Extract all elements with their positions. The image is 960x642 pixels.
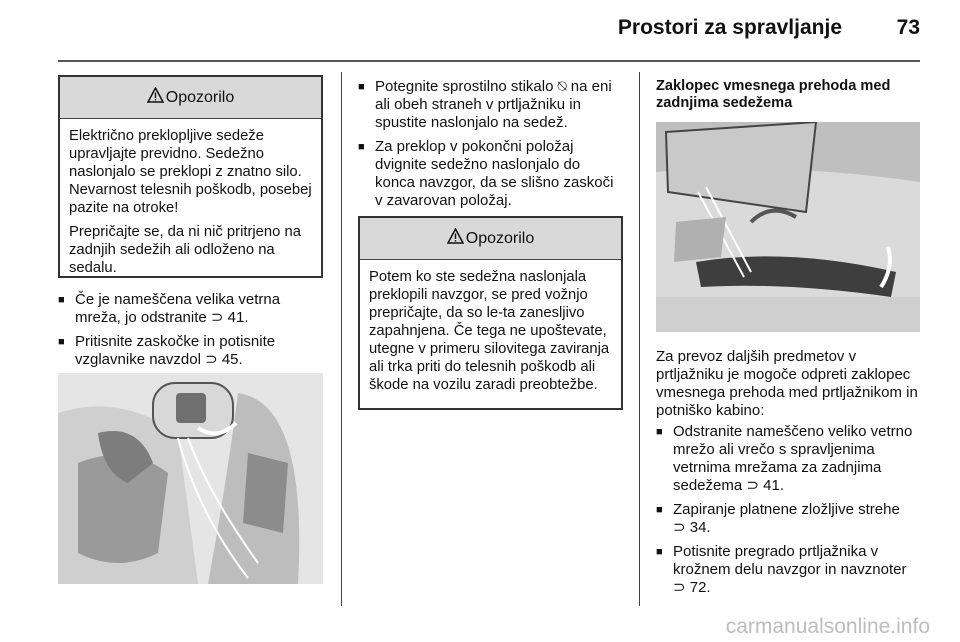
warning-title: Opozorilo — [165, 88, 235, 106]
warning-box — [358, 216, 623, 410]
warning-triangle-icon — [447, 228, 464, 249]
instruction-list — [58, 291, 328, 375]
warning-text: Električno preklopljive sedeže upravljajte previdno. Sedežno naslonjalo se preklopi z znatno silo. Nevarnost telesnih poškodb, posebej pazite na otroke! — [69, 128, 312, 216]
warning-header — [360, 218, 621, 260]
page-number: 73 — [896, 16, 920, 39]
watermark: carmanualsonline.info — [725, 615, 930, 638]
warning-triangle-icon — [147, 87, 164, 108]
page-reference[interactable]: 34. — [689, 519, 711, 536]
page-reference-arrow-icon: ⊃ — [746, 477, 759, 494]
instruction-list — [358, 78, 624, 216]
warning-text: Prepričajte se, da ni nič pritrjeno na zadnjih sedežih ali odloženo na sedalu. — [69, 224, 301, 276]
page-header-title: Prostori za spravljanje — [617, 16, 842, 39]
column-divider — [341, 72, 342, 606]
page-reference-arrow-icon: ⊃ — [673, 519, 686, 536]
list-item: ■ Pritisnite zaskočke in potisnite vzglavnike navzdol ⊃ 45. — [58, 333, 328, 369]
warning-text: Potem ko ste sedežna naslonjala preklopili navzgor, se pred vožnjo prepričajte, da so le-ta zanesljivo zapahnjena. Če tega ne upoštevate, utegne v primeru silovitega zaviranja ali trka priti do telesnih poškodb ali škode na vozilu zaradi preobtežbe. — [369, 269, 610, 393]
page-reference[interactable]: 41. — [763, 477, 784, 494]
warning-title: Opozorilo — [465, 229, 535, 247]
list-item: ■ Za preklop v pokončni položaj dvignite sedežno naslonjalo do konca navzgor, da se slišno zaskoči v zavarovan položaj. — [358, 138, 624, 210]
page-reference[interactable]: 72. — [689, 579, 711, 596]
warning-box — [58, 75, 323, 278]
seat-release-switch-icon: ⍉ — [557, 78, 567, 95]
list-item: ■ Potisnite pregrado prtljažnika v krožnem delu navzgor in navznoter ⊃ 72. — [656, 543, 924, 597]
page-reference[interactable]: 41. — [227, 309, 249, 326]
section-title: Zaklopec vmesnega prehoda med zadnjima sedežema — [656, 78, 891, 111]
list-item: ■ Odstranite nameščeno veliko vetrno mrežo ali vrečo s spravljenima vetrnima mrežama za zadnjima sedežema ⊃ 41. — [656, 423, 924, 495]
headrest-release-illustration — [58, 373, 323, 584]
page-reference-arrow-icon: ⊃ — [205, 351, 218, 368]
list-item: ■ Potegnite sprostilno stikalo ⍉ na eni ali obeh straneh v prtljažniku in spustite naslonjalo na sedež. — [358, 78, 624, 132]
instruction-list — [656, 423, 924, 603]
warning-header — [60, 77, 321, 119]
pass-through-flap-illustration — [656, 122, 920, 332]
list-item: ■ Če je nameščena velika vetrna mreža, jo odstranite ⊃ 41. — [58, 291, 328, 327]
column-divider — [639, 72, 640, 606]
intro-paragraph: Za prevoz daljših predmetov v prtljažniku je mogoče odpreti zaklopec vmesnega prehoda med prtljažnikom in potniško kabino: — [656, 348, 918, 419]
page-reference[interactable]: 45. — [221, 351, 243, 368]
page-reference-arrow-icon: ⊃ — [673, 579, 686, 596]
list-item: ■ Zapiranje platnene zložljive strehe ⊃ 34. — [656, 501, 924, 537]
header-divider — [58, 60, 920, 62]
page-reference-arrow-icon: ⊃ — [210, 309, 224, 326]
